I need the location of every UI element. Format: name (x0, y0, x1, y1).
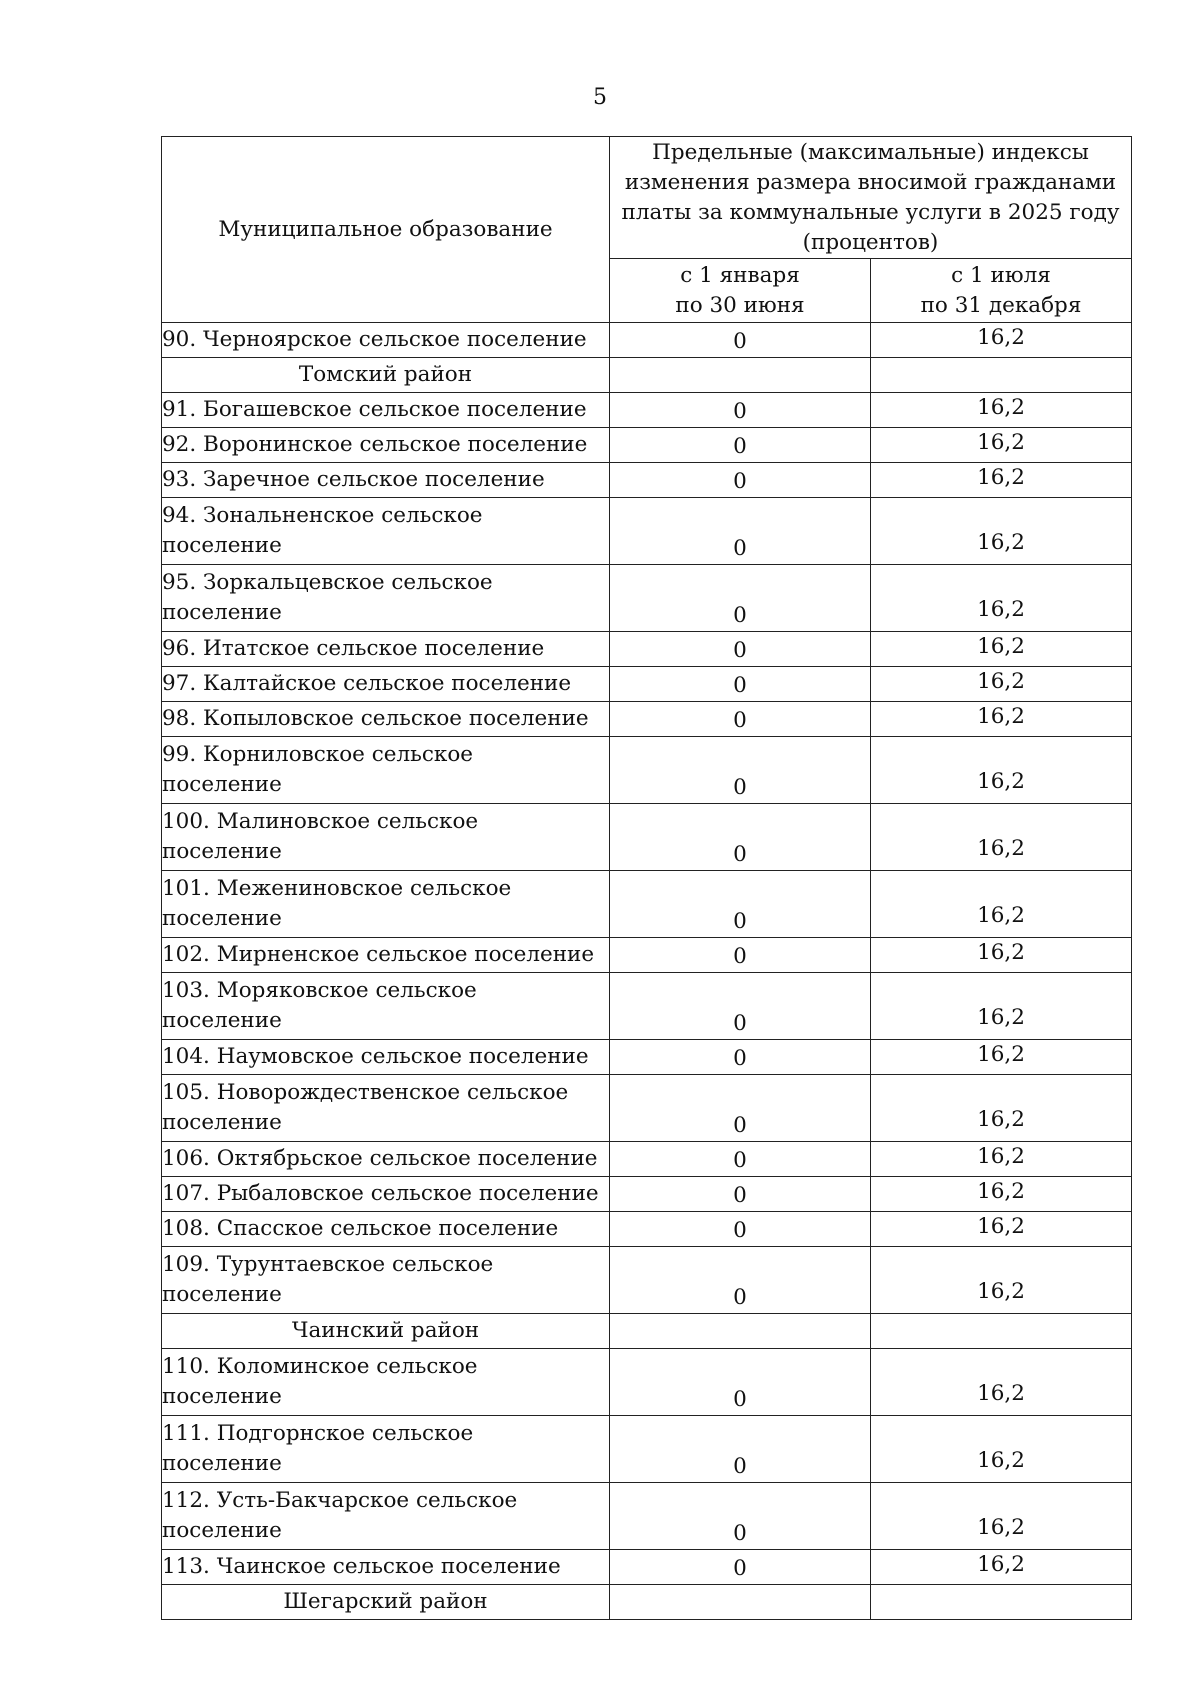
table-row (162, 667, 1132, 702)
index-second-half: 16,2 (871, 1550, 1132, 1585)
index-first-half: 0 (610, 393, 871, 428)
index-first-half: 0 (610, 428, 871, 463)
municipality-name-line1: 109. Турунтаевское сельское (162, 1252, 494, 1277)
table-row (162, 428, 1132, 463)
municipality-name: 113. Чаинское сельское поселение (162, 1550, 610, 1585)
municipality-name-line2: поселение (162, 1451, 282, 1476)
municipality-name: 108. Спасское сельское поселение (162, 1212, 610, 1247)
municipality-name-line1: 100. Малиновское сельское (162, 809, 479, 834)
municipality-name-line1: 112. Усть-Бакчарское сельское (162, 1488, 518, 1513)
table-row (162, 323, 1132, 358)
index-second-half: 16,2 (871, 393, 1132, 428)
municipality-name-line2: поселение (162, 1518, 282, 1543)
municipality-name-line2: поселение (162, 1008, 282, 1033)
index-first-half: 0 (610, 1177, 871, 1212)
municipality-name: 90. Черноярское сельское поселение (162, 323, 610, 358)
index-second-half: 16,2 (871, 871, 1132, 938)
municipality-name: 97. Калтайское сельское поселение (162, 667, 610, 702)
index-second-half: 16,2 (871, 1142, 1132, 1177)
table-row (162, 737, 1132, 804)
index-first-half: 0 (610, 1212, 871, 1247)
empty-cell (610, 358, 871, 393)
header-period-second-half-line1: с 1 июля (951, 262, 1051, 288)
table-row (162, 1075, 1132, 1142)
municipality-name: 96. Итатское сельское поселение (162, 632, 610, 667)
index-second-half: 16,2 (871, 1212, 1132, 1247)
index-first-half: 0 (610, 938, 871, 973)
municipality-name-line2: поселение (162, 772, 282, 797)
index-second-half: 16,2 (871, 973, 1132, 1040)
index-first-half: 0 (610, 1416, 871, 1483)
index-second-half: 16,2 (871, 428, 1132, 463)
index-second-half: 16,2 (871, 737, 1132, 804)
header-period-first-half-line1: с 1 января (680, 262, 800, 288)
municipality-name (162, 1349, 610, 1416)
header-municipality: Муниципальное образование (162, 137, 610, 323)
table-row (162, 1142, 1132, 1177)
index-first-half: 0 (610, 702, 871, 737)
table-row (162, 1550, 1132, 1585)
index-second-half: 16,2 (871, 1177, 1132, 1212)
header-period-first-half (610, 259, 871, 323)
index-table (161, 136, 1132, 1620)
municipality-name (162, 737, 610, 804)
index-first-half: 0 (610, 1040, 871, 1075)
table-row (162, 702, 1132, 737)
index-second-half: 16,2 (871, 1349, 1132, 1416)
municipality-name: 91. Богашевское сельское поселение (162, 393, 610, 428)
municipality-name (162, 1075, 610, 1142)
index-second-half: 16,2 (871, 938, 1132, 973)
table-row (162, 498, 1132, 565)
municipality-name (162, 871, 610, 938)
index-first-half: 0 (610, 871, 871, 938)
index-second-half: 16,2 (871, 1075, 1132, 1142)
table-row (162, 1349, 1132, 1416)
district-name: Чаинский район (162, 1314, 610, 1349)
header-period-second-half-line2: по 31 декабря (920, 292, 1082, 318)
municipality-name-line2: поселение (162, 600, 282, 625)
district-name: Томский район (162, 358, 610, 393)
index-first-half: 0 (610, 737, 871, 804)
index-first-half: 0 (610, 463, 871, 498)
index-first-half: 0 (610, 1075, 871, 1142)
municipality-name (162, 498, 610, 565)
municipality-name (162, 565, 610, 632)
table-row (162, 1247, 1132, 1314)
table-body (162, 323, 1132, 1620)
municipality-name-line2: поселение (162, 839, 282, 864)
index-first-half: 0 (610, 565, 871, 632)
empty-cell (871, 358, 1132, 393)
municipality-name (162, 1247, 610, 1314)
municipality-name: 93. Заречное сельское поселение (162, 463, 610, 498)
municipality-name-line2: поселение (162, 1282, 282, 1307)
index-first-half: 0 (610, 323, 871, 358)
index-second-half: 16,2 (871, 1040, 1132, 1075)
index-first-half: 0 (610, 1247, 871, 1314)
table-row (162, 804, 1132, 871)
index-second-half: 16,2 (871, 1247, 1132, 1314)
table-row (162, 1483, 1132, 1550)
municipality-name: 98. Копыловское сельское поселение (162, 702, 610, 737)
district-name: Шегарский район (162, 1585, 610, 1620)
municipality-name-line2: поселение (162, 1384, 282, 1409)
table-row (162, 1212, 1132, 1247)
empty-cell (871, 1314, 1132, 1349)
municipality-name: 102. Мирненское сельское поселение (162, 938, 610, 973)
district-row (162, 1314, 1132, 1349)
table-header (162, 137, 1132, 323)
empty-cell (871, 1585, 1132, 1620)
municipality-name: 106. Октябрьское сельское поселение (162, 1142, 610, 1177)
municipality-name-line1: 103. Моряковское сельское (162, 978, 477, 1003)
table-row (162, 393, 1132, 428)
index-first-half: 0 (610, 632, 871, 667)
table-row (162, 632, 1132, 667)
municipality-name: 107. Рыбаловское сельское поселение (162, 1177, 610, 1212)
index-second-half: 16,2 (871, 463, 1132, 498)
index-second-half: 16,2 (871, 1416, 1132, 1483)
municipality-name-line1: 110. Коломинское сельское (162, 1354, 478, 1379)
index-first-half: 0 (610, 498, 871, 565)
index-second-half: 16,2 (871, 323, 1132, 358)
index-first-half: 0 (610, 1349, 871, 1416)
table-row (162, 938, 1132, 973)
municipality-name-line2: поселение (162, 533, 282, 558)
table-row (162, 565, 1132, 632)
index-second-half: 16,2 (871, 565, 1132, 632)
index-second-half: 16,2 (871, 498, 1132, 565)
header-period-second-half (871, 259, 1132, 323)
index-first-half: 0 (610, 973, 871, 1040)
index-second-half: 16,2 (871, 667, 1132, 702)
empty-cell (610, 1585, 871, 1620)
municipality-name: 104. Наумовское сельское поселение (162, 1040, 610, 1075)
municipality-name-line1: 105. Новорождественское сельское (162, 1080, 569, 1105)
table-row (162, 1416, 1132, 1483)
header-index-title: Предельные (максимальные) индексы изменения размера вносимой гражданами платы за коммунальные услуги в 2025 году (процентов) (610, 137, 1132, 259)
header-period-first-half-line2: по 30 июня (675, 292, 805, 318)
municipality-name (162, 804, 610, 871)
municipality-name-line2: поселение (162, 1110, 282, 1135)
table-row (162, 1040, 1132, 1075)
municipality-name-line1: 111. Подгорнское сельское (162, 1421, 474, 1446)
index-first-half: 0 (610, 1483, 871, 1550)
municipality-name (162, 1416, 610, 1483)
index-second-half: 16,2 (871, 804, 1132, 871)
table-row (162, 463, 1132, 498)
municipality-name: 92. Воронинское сельское поселение (162, 428, 610, 463)
table-row (162, 1177, 1132, 1212)
empty-cell (610, 1314, 871, 1349)
municipality-name (162, 1483, 610, 1550)
index-first-half: 0 (610, 667, 871, 702)
municipality-name-line1: 95. Зоркальцевское сельское (162, 570, 493, 595)
index-first-half: 0 (610, 804, 871, 871)
index-second-half: 16,2 (871, 1483, 1132, 1550)
table-row (162, 973, 1132, 1040)
municipality-name-line1: 101. Межениновское сельское (162, 876, 512, 901)
index-second-half: 16,2 (871, 632, 1132, 667)
index-second-half: 16,2 (871, 702, 1132, 737)
table-row (162, 871, 1132, 938)
index-first-half: 0 (610, 1550, 871, 1585)
municipality-name-line1: 99. Корниловское сельское (162, 742, 473, 767)
index-first-half: 0 (610, 1142, 871, 1177)
municipality-name-line1: 94. Зональненское сельское (162, 503, 483, 528)
municipality-name (162, 973, 610, 1040)
district-row (162, 1585, 1132, 1620)
page-number: 5 (593, 85, 607, 110)
district-row (162, 358, 1132, 393)
municipality-name-line2: поселение (162, 906, 282, 931)
